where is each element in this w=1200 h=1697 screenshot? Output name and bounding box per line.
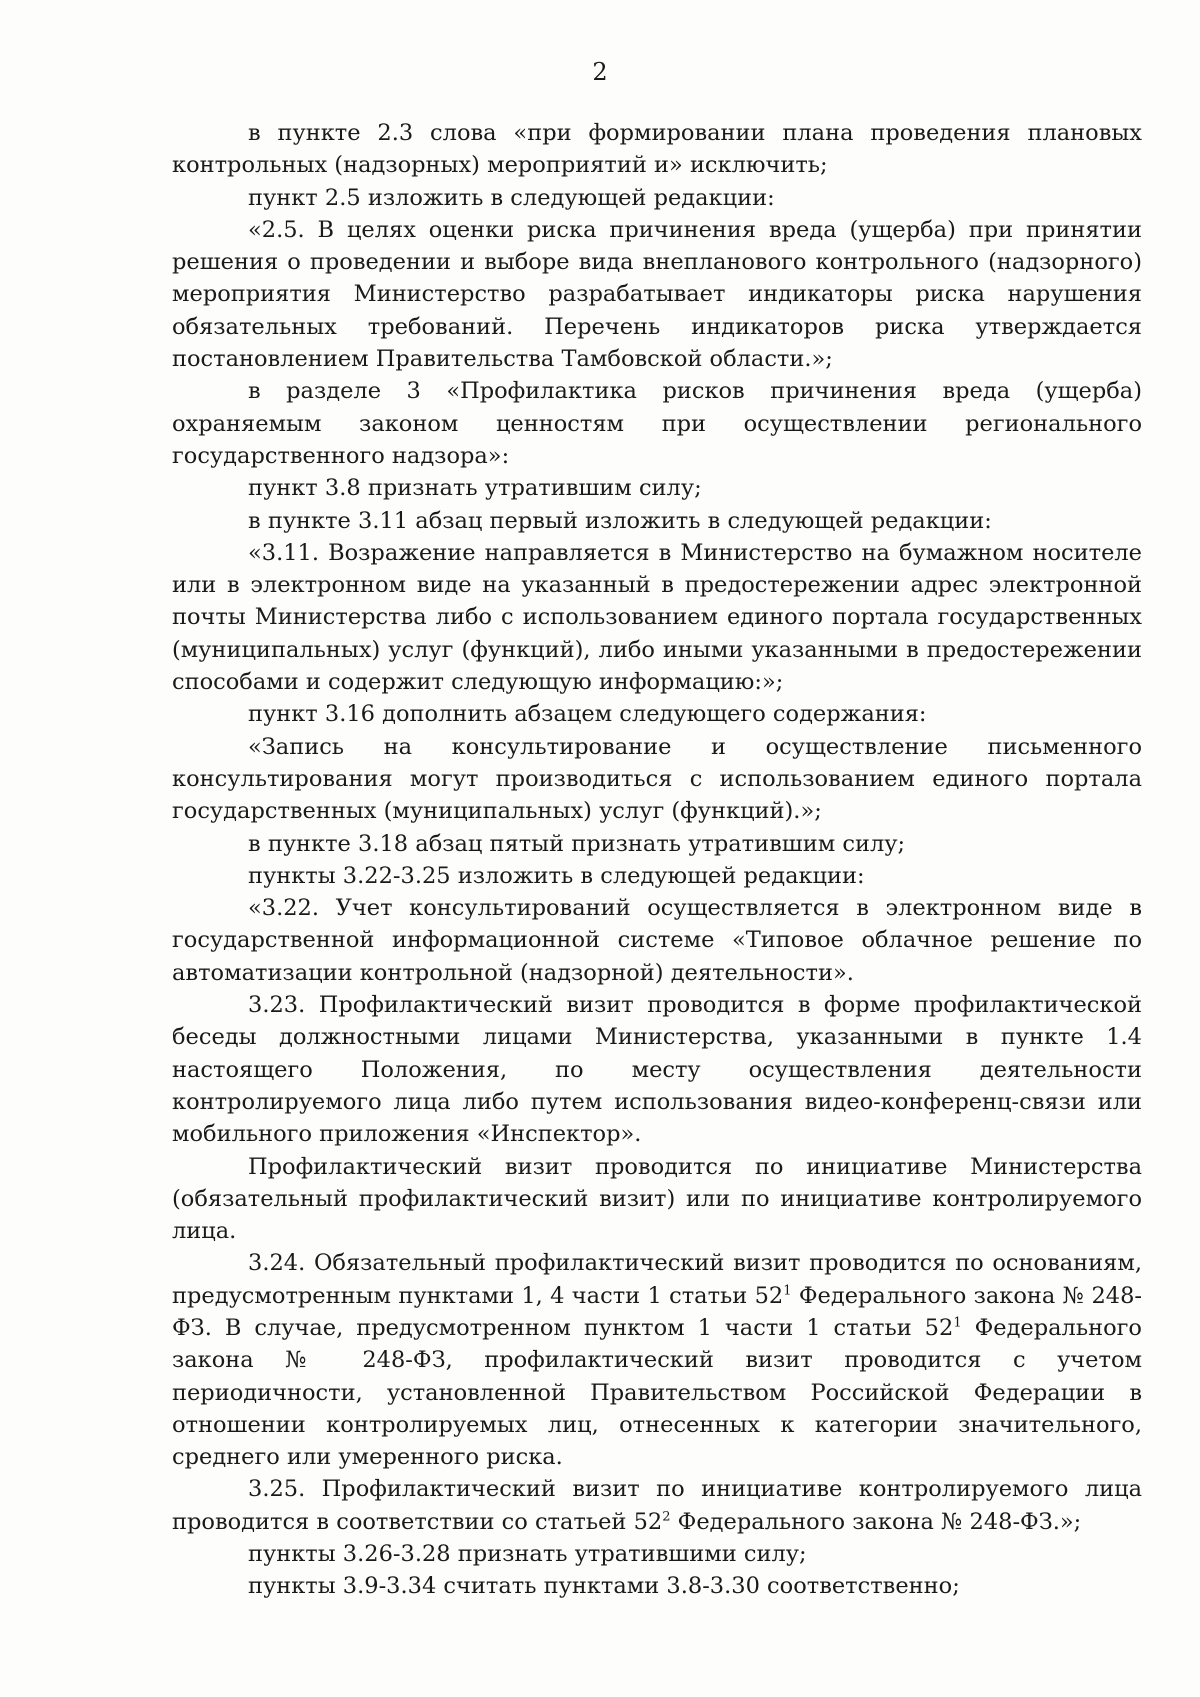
paragraph: пункт 2.5 изложить в следующей редакции:	[248, 184, 775, 211]
paragraph: пункт 3.8 признать утратившим силу;	[248, 475, 702, 502]
document-body	[172, 117, 1142, 1603]
paragraph: пункты 3.9-3.34 считать пунктами 3.8-3.30 соответственно;	[248, 1573, 960, 1600]
paragraph: в разделе 3 «Профилактика рисков причинения вреда (ущерба) охраняемым законом ценностям при осуществлении регионального государственного надзора»:	[172, 378, 1142, 469]
paragraph: Профилактический визит проводится по инициативе Министерства (обязательный профилактический визит) или по инициативе контролируемого лица.	[172, 1153, 1142, 1245]
superscript: 1	[953, 1315, 962, 1331]
paragraph: 3.24. Обязательный профилактический визит проводится по основаниям, предусмотренным пунктами 1, 4 части 1 статьи $52^1$ Федерального закона № 248-ФЗ. В случае, предусмотренном пунктом 1 части 1 статьи $52^1$ Федерального закона № 248-ФЗ, профилактический визит проводится с учетом периодичности, установленной Правительством Российской Федерации в отношении контролируемых лиц, отнесенных к категории значительного, среднего или умеренного риска.	[172, 1250, 1142, 1471]
paragraph: «3.11. Возражение направляется в Министерство на бумажном носителе или в электронном виде на указанный в предостережении адрес электронной почты Министерства либо с использованием единого портала государственных (муниципальных) услуг (функций), либо иными указанными в предостережении способами и содержит следующую информацию:»;	[172, 539, 1142, 696]
paragraph: «2.5. В целях оценки риска причинения вреда (ущерба) при принятии решения о проведении и выборе вида внепланового контрольного (надзорного) мероприятия Министерство разрабатывает индикаторы риска нарушения обязательных требований. Перечень индикаторов риска утверждается постановлением Правительства Тамбовской области.»;	[172, 216, 1142, 373]
superscript: 1	[783, 1283, 792, 1299]
paragraph: пункт 3.16 дополнить абзацем следующего содержания:	[248, 701, 927, 728]
paragraph: в пункте 2.3 слова «при формировании плана проведения плановых контрольных (надзорных) мероприятий и» исключить;	[172, 120, 1142, 179]
paragraph: 3.25. Профилактический визит по инициативе контролируемого лица проводится в соответствии со статьей $52^2$ Федерального закона № 248-ФЗ.»;	[172, 1476, 1142, 1535]
paragraph: «Запись на консультирование и осуществление письменного консультирования могут производиться с использованием единого портала государственных (муниципальных) услуг (функций).»;	[172, 733, 1142, 825]
paragraph: пункты 3.22-3.25 изложить в следующей редакции:	[248, 862, 865, 889]
superscript: 2	[662, 1509, 671, 1525]
paragraph: 3.23. Профилактический визит проводится в форме профилактической беседы должностными лицами Министерства, указанными в пункте 1.4 настоящего Положения, по месту осуществления деятельности контролируемого лица либо путем использования видео-конференц-связи или мобильного приложения «Инспектор».	[172, 992, 1142, 1148]
paragraph: в пункте 3.18 абзац пятый признать утратившим силу;	[248, 830, 906, 857]
paragraph: пункты 3.26-3.28 признать утратившими силу;	[248, 1541, 807, 1568]
paragraph: в пункте 3.11 абзац первый изложить в следующей редакции:	[248, 507, 992, 534]
page-number: 2	[592, 58, 608, 86]
paragraph: «3.22. Учет консультирований осуществляется в электронном виде в государственной информационной системе «Типовое облачное решение по автоматизации контрольной (надзорной) деятельности».	[172, 895, 1142, 986]
